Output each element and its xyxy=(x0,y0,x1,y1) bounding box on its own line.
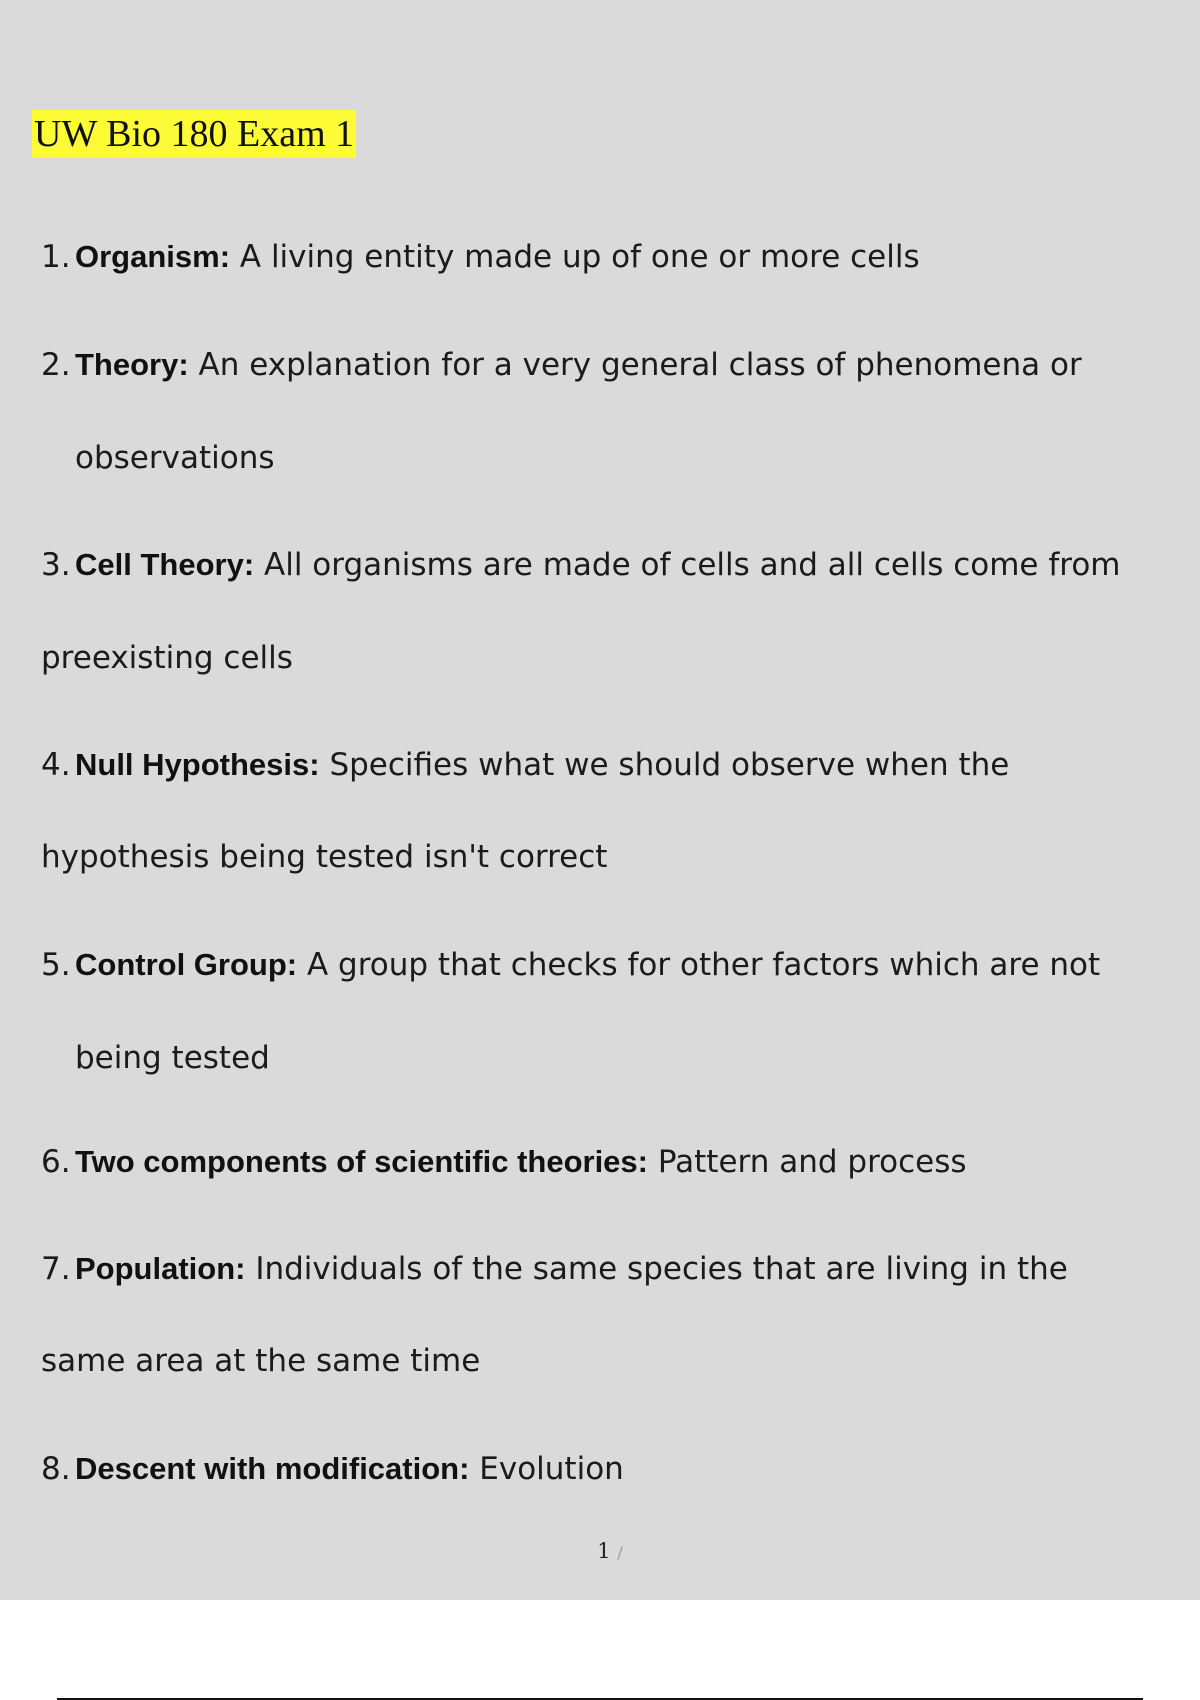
list-item xyxy=(41,545,1171,678)
item-line xyxy=(41,1142,1171,1182)
page-number xyxy=(0,1539,1200,1563)
list-item xyxy=(41,1249,1171,1381)
item-continuation: preexisting cells xyxy=(41,640,293,676)
page-number-suffix: / xyxy=(617,1543,623,1562)
list-item xyxy=(41,237,1171,277)
item-number: 8. xyxy=(41,1451,71,1487)
item-line xyxy=(41,237,1171,277)
item-continuation: same area at the same time xyxy=(41,1343,481,1379)
item-continuation: hypothesis being tested isn't correct xyxy=(41,839,608,875)
item-number: 1. xyxy=(41,239,71,275)
document-title: UW Bio 180 Exam 1 xyxy=(32,110,356,158)
item-definition: A living entity made up of one or more cells xyxy=(230,239,920,275)
list-item xyxy=(41,1449,1171,1489)
page-number-value: 1 xyxy=(597,1539,611,1563)
item-continuation: being tested xyxy=(75,1040,270,1076)
item-term: Null Hypothesis: xyxy=(75,747,320,782)
item-line xyxy=(41,1249,1171,1289)
item-term: Cell Theory: xyxy=(75,547,255,582)
item-definition: Evolution xyxy=(469,1451,624,1487)
item-definition: An explanation for a very general class of phenomena or xyxy=(188,347,1082,383)
item-definition: Individuals of the same species that are living in the xyxy=(245,1251,1068,1287)
item-term: Descent with modification: xyxy=(75,1451,470,1486)
item-line xyxy=(41,545,1171,585)
item-term: Organism: xyxy=(75,239,231,274)
item-number: 5. xyxy=(41,947,71,983)
list-item xyxy=(41,345,1171,478)
item-definition: All organisms are made of cells and all cells come from xyxy=(254,547,1121,583)
item-number: 3. xyxy=(41,547,71,583)
item-line xyxy=(41,945,1171,985)
item-line xyxy=(41,345,1171,385)
item-number: 4. xyxy=(41,747,71,783)
item-line xyxy=(41,745,1171,785)
item-number: 2. xyxy=(41,347,71,383)
item-continuation: observations xyxy=(75,440,275,476)
item-number: 7. xyxy=(41,1251,71,1287)
item-definition: Pattern and process xyxy=(648,1144,967,1180)
item-definition: A group that checks for other factors which are not xyxy=(297,947,1101,983)
list-item xyxy=(41,945,1171,1078)
item-term: Control Group: xyxy=(75,947,298,982)
item-term: Two components of scientific theories: xyxy=(75,1144,648,1179)
item-line xyxy=(41,1449,1171,1489)
list-item xyxy=(41,1142,1171,1182)
item-term: Theory: xyxy=(75,347,189,382)
item-number: 6. xyxy=(41,1144,71,1180)
item-definition: Specifies what we should observe when the xyxy=(319,747,1010,783)
list-item xyxy=(41,745,1171,877)
item-term: Population: xyxy=(75,1251,246,1286)
